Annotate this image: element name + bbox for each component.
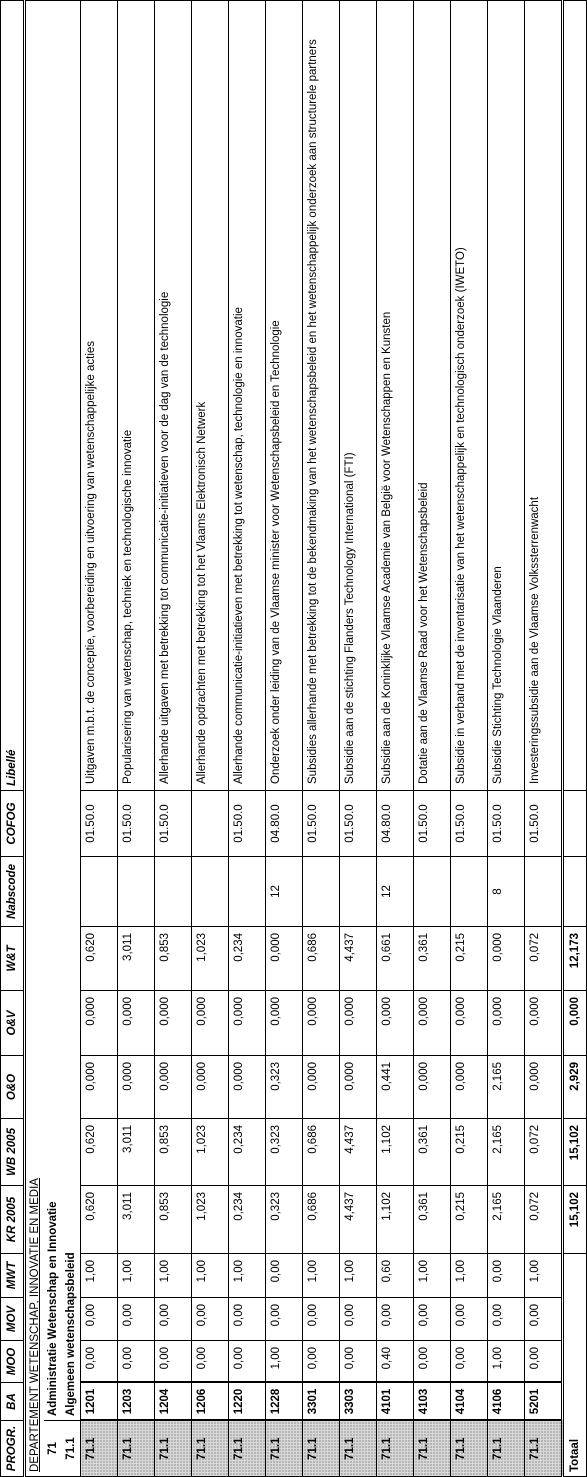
table-row xyxy=(266,1,303,1477)
row-cofog: 01.50.0 xyxy=(488,791,525,857)
row-ov: 0,000 xyxy=(340,991,377,1056)
row-wb: 0,361 xyxy=(414,1119,451,1186)
totals-cofog-empty xyxy=(563,791,587,857)
row-kr: 2,165 xyxy=(488,1186,525,1254)
row-wt: 1,023 xyxy=(192,927,229,991)
row-mwt: 1,00 xyxy=(192,1254,229,1298)
row-libelle: Subsidie aan de Koninklijke Vlaamse Academie van België voor Wetenschappen en Kunsten xyxy=(377,1,414,791)
row-mov: 0,00 xyxy=(303,1298,340,1341)
col-header-ov: O&V xyxy=(1,991,25,1056)
table-row xyxy=(229,1,266,1477)
row-kr: 0,215 xyxy=(451,1186,488,1254)
totals-ov: 0,000 xyxy=(563,991,587,1056)
table-row xyxy=(414,1,451,1477)
row-nabscode xyxy=(192,857,229,927)
row-ba: 4106 xyxy=(488,1383,525,1421)
table-row xyxy=(118,1,155,1477)
row-mwt: 1,00 xyxy=(81,1254,118,1298)
table-row xyxy=(155,1,192,1477)
row-moo: 0,00 xyxy=(81,1341,118,1383)
totals-nabs-empty xyxy=(563,857,587,927)
row-moo: 0,00 xyxy=(229,1341,266,1383)
row-nabscode xyxy=(340,857,377,927)
row-cofog: 01.50.0 xyxy=(118,791,155,857)
row-moo: 0,00 xyxy=(451,1341,488,1383)
row-mov: 0,00 xyxy=(377,1298,414,1341)
totals-label: Totaal xyxy=(563,1254,587,1477)
row-wt: 0,686 xyxy=(303,927,340,991)
row-nabscode: 8 xyxy=(488,857,525,927)
row-cofog: 04.80.0 xyxy=(266,791,303,857)
row-cofog: 04.80.0 xyxy=(377,791,414,857)
row-ba: 3301 xyxy=(303,1383,340,1421)
row-wt: 3,011 xyxy=(118,927,155,991)
row-ba: 1204 xyxy=(155,1383,192,1421)
table-row xyxy=(81,1,118,1477)
row-mov: 0,00 xyxy=(488,1298,525,1341)
row-cofog: 01.50.0 xyxy=(525,791,563,857)
col-header-moo: MOO xyxy=(1,1341,25,1383)
row-cofog xyxy=(192,791,229,857)
row-cofog: 01.50.0 xyxy=(81,791,118,857)
table-row xyxy=(451,1,488,1477)
row-libelle: Dotatie aan de Vlaamse Raad voor het Wetenschapsbeleid xyxy=(414,1,451,791)
row-libelle: Uitgaven m.b.t. de conceptie, voorbereiding en uitvoering van wetenschappelijke acties xyxy=(81,1,118,791)
row-libelle: Allerhande communicatie-initiatieven met betrekking tot wetenschap, technologie en innovatie xyxy=(229,1,266,791)
row-kr: 3,011 xyxy=(118,1186,155,1254)
row-nabscode xyxy=(451,857,488,927)
row-wb: 0,234 xyxy=(229,1119,266,1186)
totals-libelle-empty xyxy=(563,1,587,791)
program-code: 71.1 xyxy=(62,1421,81,1477)
row-libelle: Subsidie aan de stichting Flanders Technology International (FTI) xyxy=(340,1,377,791)
table-row xyxy=(488,1,525,1477)
row-wt: 0,072 xyxy=(525,927,563,991)
row-oo: 0,000 xyxy=(451,1056,488,1119)
row-mov: 0,00 xyxy=(155,1298,192,1341)
table-row xyxy=(303,1,340,1477)
row-wt: 0,000 xyxy=(266,927,303,991)
row-nabscode: 12 xyxy=(266,857,303,927)
row-progr: 71.1 xyxy=(377,1421,414,1477)
row-wt: 4,437 xyxy=(340,927,377,991)
row-ov: 0,000 xyxy=(303,991,340,1056)
row-kr: 4,437 xyxy=(340,1186,377,1254)
row-mov: 0,00 xyxy=(451,1298,488,1341)
row-ba: 1220 xyxy=(229,1383,266,1421)
row-progr: 71.1 xyxy=(340,1421,377,1477)
row-libelle: Popularisering van wetenschap, techniek en technologische innovatie xyxy=(118,1,155,791)
row-oo: 0,000 xyxy=(340,1056,377,1119)
row-nabscode: 12 xyxy=(377,857,414,927)
col-header-ba: BA xyxy=(1,1383,25,1421)
row-kr: 0,323 xyxy=(266,1186,303,1254)
row-mov: 0,00 xyxy=(266,1298,303,1341)
row-ba: 3303 xyxy=(340,1383,377,1421)
row-wb: 0,686 xyxy=(303,1119,340,1186)
row-wt: 0,215 xyxy=(451,927,488,991)
row-kr: 1,023 xyxy=(192,1186,229,1254)
row-libelle: Allerhande opdrachten met betrekking tot het Vlaams Elektronisch Netwerk xyxy=(192,1,229,791)
row-wt: 0,234 xyxy=(229,927,266,991)
row-kr: 0,361 xyxy=(414,1186,451,1254)
row-mov: 0,00 xyxy=(414,1298,451,1341)
row-oo: 0,441 xyxy=(377,1056,414,1119)
row-mwt: 1,00 xyxy=(155,1254,192,1298)
row-mov: 0,00 xyxy=(525,1298,563,1341)
row-cofog: 01.50.0 xyxy=(155,791,192,857)
col-header-cofog: COFOG xyxy=(1,791,25,857)
col-header-kr: KR 2005 xyxy=(1,1186,25,1254)
row-wb: 3,011 xyxy=(118,1119,155,1186)
row-mwt: 1,00 xyxy=(451,1254,488,1298)
row-kr: 1,102 xyxy=(377,1186,414,1254)
row-progr: 71.1 xyxy=(303,1421,340,1477)
program-name: Algemeen wetenschapsbeleid xyxy=(62,1,81,1421)
row-wb: 0,072 xyxy=(525,1119,563,1186)
col-header-libelle: Libellé xyxy=(1,1,25,791)
row-libelle: Allerhande uitgaven met betrekking tot communicatie-initiatieven voor de dag van de technologie xyxy=(155,1,192,791)
row-progr: 71.1 xyxy=(155,1421,192,1477)
row-moo: 1,00 xyxy=(266,1341,303,1383)
table-row xyxy=(525,1,563,1477)
administration-row xyxy=(44,1,62,1477)
row-oo: 0,000 xyxy=(81,1056,118,1119)
row-ba: 1201 xyxy=(81,1383,118,1421)
row-mwt: 1,00 xyxy=(229,1254,266,1298)
totals-wb: 15,102 xyxy=(563,1119,587,1186)
col-header-wt: W&T xyxy=(1,927,25,991)
row-ov: 0,000 xyxy=(81,991,118,1056)
row-mov: 0,00 xyxy=(192,1298,229,1341)
administration-code: 71 xyxy=(44,1421,62,1477)
row-moo: 0,40 xyxy=(377,1341,414,1383)
row-nabscode xyxy=(81,857,118,927)
department-title: DEPARTEMENT WETENSCHAP, INNOVATIE EN MEDIA xyxy=(25,1,45,1477)
row-progr: 71.1 xyxy=(525,1421,563,1477)
row-oo: 0,000 xyxy=(155,1056,192,1119)
row-moo: 0,00 xyxy=(118,1341,155,1383)
col-header-oo: O&O xyxy=(1,1056,25,1119)
row-oo: 0,000 xyxy=(525,1056,563,1119)
row-oo: 0,000 xyxy=(303,1056,340,1119)
row-nabscode xyxy=(414,857,451,927)
row-nabscode xyxy=(525,857,563,927)
row-moo: 1,00 xyxy=(488,1341,525,1383)
row-ov: 0,000 xyxy=(118,991,155,1056)
row-moo: 0,00 xyxy=(303,1341,340,1383)
row-ba: 1206 xyxy=(192,1383,229,1421)
row-mwt: 0,00 xyxy=(488,1254,525,1298)
row-progr: 71.1 xyxy=(414,1421,451,1477)
row-progr: 71.1 xyxy=(488,1421,525,1477)
row-oo: 0,000 xyxy=(118,1056,155,1119)
row-libelle: Subsidie in verband met de inventarisatie van het wetenschappelijk en technologisch onderzoek (IWETO) xyxy=(451,1,488,791)
program-row xyxy=(62,1,81,1477)
row-moo: 0,00 xyxy=(155,1341,192,1383)
row-mov: 0,00 xyxy=(340,1298,377,1341)
row-cofog: 01.50.0 xyxy=(451,791,488,857)
totals-oo: 2,929 xyxy=(563,1056,587,1119)
row-cofog: 01.50.0 xyxy=(303,791,340,857)
department-row xyxy=(25,1,45,1477)
row-progr: 71.1 xyxy=(451,1421,488,1477)
row-wb: 0,620 xyxy=(81,1119,118,1186)
row-ba: 1203 xyxy=(118,1383,155,1421)
row-progr: 71.1 xyxy=(266,1421,303,1477)
row-kr: 0,620 xyxy=(81,1186,118,1254)
row-libelle: Investeringssubsidie aan de Vlaamse Volkssterrenwacht xyxy=(525,1,563,791)
table-row xyxy=(340,1,377,1477)
row-wt: 0,853 xyxy=(155,927,192,991)
row-libelle: Subsidie Stichting Technologie Vlaanderen xyxy=(488,1,525,791)
row-nabscode xyxy=(118,857,155,927)
col-header-wb: WB 2005 xyxy=(1,1119,25,1186)
row-moo: 0,00 xyxy=(340,1341,377,1383)
row-wb: 2,165 xyxy=(488,1119,525,1186)
col-header-mwt: MWT xyxy=(1,1254,25,1298)
row-libelle: Onderzoek onder leiding van de Vlaamse minister voor Wetenschapsbeleid en Technologie xyxy=(266,1,303,791)
row-progr: 71.1 xyxy=(118,1421,155,1477)
row-moo: 0,00 xyxy=(525,1341,563,1383)
totals-wt: 12,173 xyxy=(563,927,587,991)
row-nabscode xyxy=(229,857,266,927)
row-oo: 0,000 xyxy=(229,1056,266,1119)
row-mwt: 0,00 xyxy=(266,1254,303,1298)
row-oo: 0,000 xyxy=(192,1056,229,1119)
row-cofog: 01.50.0 xyxy=(229,791,266,857)
row-ba: 1228 xyxy=(266,1383,303,1421)
row-nabscode xyxy=(303,857,340,927)
row-ov: 0,000 xyxy=(266,991,303,1056)
row-oo: 2,165 xyxy=(488,1056,525,1119)
row-wb: 1,102 xyxy=(377,1119,414,1186)
row-wb: 4,437 xyxy=(340,1119,377,1186)
row-mwt: 1,00 xyxy=(340,1254,377,1298)
administration-name: Administratie Wetenschap en Innovatie xyxy=(44,1,62,1421)
row-mwt: 0,60 xyxy=(377,1254,414,1298)
table-row xyxy=(192,1,229,1477)
row-kr: 0,234 xyxy=(229,1186,266,1254)
col-header-progr: PROGR. xyxy=(1,1421,25,1477)
row-wb: 0,323 xyxy=(266,1119,303,1186)
row-progr: 71.1 xyxy=(81,1421,118,1477)
table-row xyxy=(377,1,414,1477)
row-wt: 0,661 xyxy=(377,927,414,991)
totals-row xyxy=(563,1,587,1477)
row-kr: 0,686 xyxy=(303,1186,340,1254)
row-wt: 0,000 xyxy=(488,927,525,991)
col-header-nabs: Nabscode xyxy=(1,857,25,927)
row-oo: 0,000 xyxy=(414,1056,451,1119)
row-mwt: 1,00 xyxy=(118,1254,155,1298)
row-oo: 0,323 xyxy=(266,1056,303,1119)
row-progr: 71.1 xyxy=(229,1421,266,1477)
row-cofog: 01.50.0 xyxy=(340,791,377,857)
row-mov: 0,00 xyxy=(118,1298,155,1341)
row-mov: 0,00 xyxy=(81,1298,118,1341)
row-ov: 0,000 xyxy=(155,991,192,1056)
row-mwt: 1,00 xyxy=(525,1254,563,1298)
row-mwt: 1,00 xyxy=(303,1254,340,1298)
row-moo: 0,00 xyxy=(192,1341,229,1383)
totals-kr: 15,102 xyxy=(563,1186,587,1254)
row-kr: 0,853 xyxy=(155,1186,192,1254)
row-nabscode xyxy=(155,857,192,927)
row-ov: 0,000 xyxy=(451,991,488,1056)
row-wt: 0,361 xyxy=(414,927,451,991)
row-wb: 1,023 xyxy=(192,1119,229,1186)
col-header-mov: MOV xyxy=(1,1298,25,1341)
row-ba: 4103 xyxy=(414,1383,451,1421)
row-cofog: 01.50.0 xyxy=(414,791,451,857)
row-libelle: Subsidies allerhande met betrekking tot de bekendmaking van het wetenschapsbeleid en het wetenschappelijk onderzoek aan structurele partners xyxy=(303,1,340,791)
row-ba: 4104 xyxy=(451,1383,488,1421)
row-wb: 0,215 xyxy=(451,1119,488,1186)
row-ov: 0,000 xyxy=(192,991,229,1056)
header-row xyxy=(1,1,25,1477)
row-ov: 0,000 xyxy=(229,991,266,1056)
row-mov: 0,00 xyxy=(229,1298,266,1341)
row-mwt: 1,00 xyxy=(414,1254,451,1298)
row-ov: 0,000 xyxy=(414,991,451,1056)
row-ba: 5201 xyxy=(525,1383,563,1421)
row-kr: 0,072 xyxy=(525,1186,563,1254)
row-wt: 0,620 xyxy=(81,927,118,991)
row-ov: 0,000 xyxy=(377,991,414,1056)
row-ba: 4101 xyxy=(377,1383,414,1421)
row-ov: 0,000 xyxy=(525,991,563,1056)
row-progr: 71.1 xyxy=(192,1421,229,1477)
row-wb: 0,853 xyxy=(155,1119,192,1186)
row-ov: 0,000 xyxy=(488,991,525,1056)
row-moo: 0,00 xyxy=(414,1341,451,1383)
